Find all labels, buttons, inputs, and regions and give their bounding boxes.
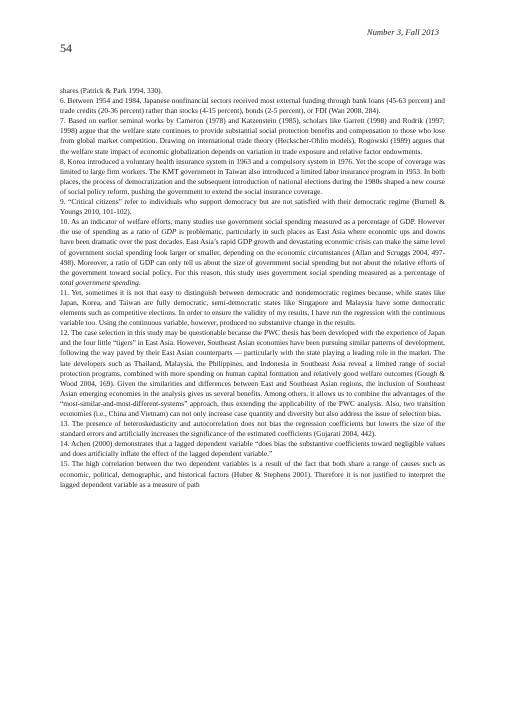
endnote-8: 8. Korea introduced a voluntary health insurance system in 1963 and a compulsory system in 1976. Yet the scope of coverage was limited to large firm workers. The KMT government in Taiwan also introduced a limited labor insurance program in 1953. In both places, the process of democratization and the subsequent introduction of national elections during the 1980s shaped a new course of social policy reform, pushing the government to extend the social insurance coverage. — [60, 156, 445, 196]
page-number: 54 — [60, 41, 72, 55]
endnote-9: 9. “Critical citizens” refer to individuals who support democracy but are not satisfied with their democratic regime (Burnell & Youngs 2010, 101-102). — [60, 197, 445, 217]
endnote-7: 7. Based on earlier seminal works by Cameron (1978) and Katzenstein (1985), scholars like Garrett (1998) and Rodrik (1997; 1998) argue that the welfare state continues to provide substantial social protection benefits and compensation to those who lose from global market competition. Drawing on international trade theory (Heckscher-Ohlin models), Rogowski (1989) argues that the welfare state impact of economic globalization depends on variation in trade exposure and relative factor endowments. — [60, 116, 445, 156]
endnote-14: 14. Achen (2000) demonstrates that a lagged dependent variable “does bias the substantive coefficients toward negligible values and does artificially inflate the effect of the lagged dependent variable.” — [60, 439, 445, 459]
issue-label: Number 3, Fall 2013 — [366, 27, 439, 37]
endnote-12: 12. The case selection in this study may be questionable because the PWC thesis has been developed with the experience of Japan and the four little “tigers” in East Asia. However, Southeast Asian economies have been pursuing similar patterns of development, following the way paved by their East Asian counterparts — particularly with the state playing a leading role in the market. The late developers such as Thailand, Malaysia, the Philippines, and Indonesia in Southeast Asia reveal a limited range of social protection programs, combined with more spending on human capital formation and relatively good welfare outcomes (Gough & Wood 2004, 169). Given the similarities and differences between East and Southeast Asian regions, the inclusion of Southeast Asian emerging economies in the analysis gives us several benefits. Among others, it allows us to combine the advantages of the “most-similar-and-most-different-systems” approach, thus extending the applicability of the PWC analysis. Also, two transition economies (i.e., China and Vietnam) can not only increase case quantity and diversity but also address the issue of selection bias. — [60, 328, 445, 418]
endnote-10: 10. As an indicator of welfare efforts, many studies use government social spending measured as a percentage of GDP. However the use of spending as a ratio of GDP is problematic, particularly in such places as East Asia where economic ups and downs have been dramatic over the past decades. East Asia’s rapid GDP growth and devastating economic crisis can make the same level of government social spending look larger or smaller, depending on the economic circumstances (Allan and Scruggs 2004, 497-498). Moreover, a ratio of GDP can only tell us about the size of government social spending but not about the relative efforts of the government toward social policy. For this reason, this study uses government social spending measured as a percentage of total government spending. — [60, 217, 445, 287]
endnote-continued: shares (Patrick & Park 1994, 330). — [60, 86, 163, 95]
endnote-13: 13. The presence of heteroskedasticity and autocorrelation does not bias the regression coefficients but lowers the size of the standard errors and artificially increases the significance of the estimated coefficients (Gujarati 2004, 442). — [60, 419, 445, 439]
endnote-11: 11. Yet, sometimes it is not that easy to distinguish between democratic and nondemocratic regimes because, while states like Japan, Korea, and Taiwan are fully democratic, semi-democratic states like Singapore and Malaysia have some democratic elements such as competitive elections. In order to ensure the validity of my results, I have run the regression with the continuous variable too. Using the continuous variable, however, produced no substantive change in the results. — [60, 287, 445, 328]
endnote-15: 15. The high correlation between the two dependent variables is a result of the fact that both share a range of causes such as economic, political, demographic, and historical factors (Huber & Stephens 2001). Therefore it is not justified to interpret the lagged dependent variable as a measure of path — [60, 459, 445, 489]
endnotes — [60, 86, 445, 490]
endnote-6: 6. Between 1954 and 1984, Japanese nonfinancial sectors received most external funding through bank loans (45-63 percent) and trade credits (20-36 percent) rather than stocks (4-15 percent), bonds (2-5 percent), or FDI (Wan 2008, 284). — [60, 96, 445, 116]
